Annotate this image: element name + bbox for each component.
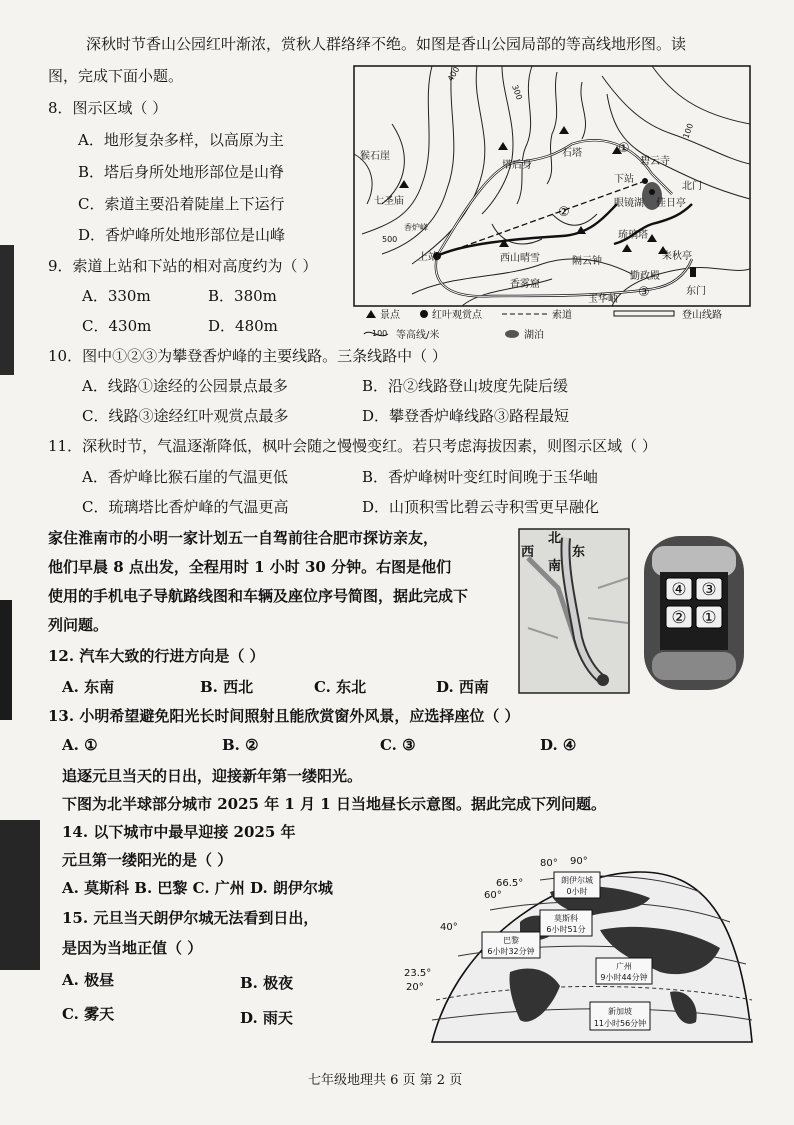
q8-option-a: A．地形复杂多样，以高原为主 — [78, 131, 284, 149]
scan-edge-left — [0, 245, 14, 375]
city-value-guangzhou: 9小时44分钟 — [600, 973, 648, 982]
city-name-singapore: 新加坡 — [608, 1007, 632, 1016]
contour-label-300: 300 — [510, 83, 524, 102]
label-yanjinghu: 眼镜湖 — [614, 198, 644, 209]
q15-option-c: C. 雾天 — [62, 1005, 115, 1023]
intro1-line2: 图，完成下面小题。 — [48, 67, 184, 85]
contour-label-100: 100 — [681, 122, 696, 140]
q11-option-b: B．香炉峰树叶变红时间晚于玉华岫 — [362, 468, 599, 486]
globe-daylength-diagram — [400, 852, 780, 1052]
lat-label-80: 80° — [540, 858, 558, 869]
q11-stem: 11．深秋时节，气温逐渐降低，枫叶会随之慢慢变红。若只考虑海拔因素，则图示区域（ ） — [48, 437, 657, 455]
q13-option-a: A. ① — [62, 736, 98, 754]
label-jiaririting: 佳日亭 — [656, 198, 686, 209]
q14-options: A. 莫斯科 B. 巴黎 C. 广州 D. 朗伊尔城 — [62, 879, 333, 897]
q10-option-b: B．沿②线路登山坡度先陡后缓 — [362, 377, 569, 395]
label-xiangwuku: 香雾窟 — [510, 279, 540, 290]
q12-option-b: B. 西北 — [200, 678, 254, 696]
q10-option-c: C．线路③途经红叶观赏点最多 — [82, 407, 289, 425]
lat-label-40: 40° — [440, 922, 458, 933]
city-name-longyearbyen: 朗伊尔城 — [561, 876, 593, 885]
label-gexunzhong: 隔云钟 — [572, 256, 602, 267]
label-liulita: 琉璃塔 — [618, 230, 648, 241]
city-name-guangzhou: 广州 — [616, 962, 632, 971]
scan-edge-left-3 — [0, 820, 40, 970]
label-xiazhan: 下站 — [614, 174, 634, 185]
legend-trail: 登山线路 — [682, 310, 722, 321]
legend-redleaf: 红叶观赏点 — [432, 310, 482, 321]
city-value-moscow: 6小时51分 — [546, 925, 586, 934]
q13-option-b: B. ② — [222, 736, 259, 754]
q12-stem: 12. 汽车大致的行进方向是（ ） — [48, 647, 265, 665]
intro3-line1: 追逐元旦当天的日出，迎接新年第一缕阳光。 — [62, 767, 363, 785]
intro2-line2: 他们早晨 8 点出发，全程用时 1 小时 30 分钟。右图是他们 — [48, 558, 452, 576]
q9-option-a: A．330m — [82, 287, 151, 305]
intro2-line1: 家住淮南市的小明一家计划五一自驾前往合肥市探访亲友， — [48, 529, 439, 547]
compass-south: 南 — [548, 559, 562, 574]
legend-spot: 景点 — [380, 310, 400, 321]
q8-option-b: B．塔后身所处地形部位是山脊 — [78, 163, 285, 181]
seat-1: ① — [701, 608, 717, 628]
q14-stem-line1: 14. 以下城市中最早迎接 2025 年 — [62, 823, 296, 841]
label-dongmen: 东门 — [686, 286, 706, 297]
q8-option-d: D．香炉峰所处地形部位是山峰 — [78, 226, 286, 244]
contour-map — [352, 64, 752, 374]
label-qinzhengdian: 勤政殿 — [630, 271, 660, 282]
q8-stem: 8．图示区域（ ） — [48, 99, 168, 117]
q13-option-d: D. ④ — [540, 736, 577, 754]
q10-option-d: D．攀登香炉峰线路③路程最短 — [362, 407, 570, 425]
compass-north: 北 — [548, 531, 562, 546]
intro2-line4: 列问题。 — [48, 616, 109, 634]
legend-cableway: 索道 — [552, 310, 572, 321]
label-beimen: 北门 — [682, 181, 702, 192]
intro2-line3: 使用的手机电子导航路线图和车辆及座位序号简图，据此完成下 — [48, 587, 469, 605]
q15-stem-line2: 是因为当地正值（ ） — [62, 939, 203, 957]
compass-west: 西 — [521, 545, 535, 560]
q10-stem: 10．图中①②③为攀登香炉峰的主要线路。三条线路中（ ） — [48, 347, 447, 365]
q15-option-d: D. 雨天 — [240, 1009, 293, 1027]
city-value-singapore: 11小时56分钟 — [593, 1019, 647, 1028]
compass-east: 东 — [572, 545, 586, 560]
lat-label-60: 60° — [484, 890, 502, 901]
label-qishier: 七圣庙 — [374, 196, 404, 207]
label-shangzhan: 上站 — [418, 252, 438, 263]
city-name-moscow: 莫斯科 — [554, 914, 578, 923]
q15-stem-line1: 15. 元旦当天朗伊尔城无法看到日出， — [62, 909, 319, 927]
legend-lake: 湖泊 — [524, 330, 544, 341]
city-name-paris: 巴黎 — [503, 936, 519, 945]
contour-label-500: 500 — [382, 235, 398, 244]
seat-3: ③ — [701, 580, 717, 600]
label-houshiya: 猴石崖 — [360, 151, 390, 162]
q12-option-c: C. 东北 — [314, 678, 367, 696]
scan-edge-left-2 — [0, 600, 12, 720]
car-seat-diagram — [640, 532, 750, 694]
route-label-2: ② — [558, 205, 570, 220]
seat-4: ④ — [671, 580, 687, 600]
label-biyunsi: 碧云寺 — [640, 156, 670, 167]
label-yuhuaxiu: 玉华岫 — [588, 294, 618, 305]
lat-label-20: 20° — [406, 982, 424, 993]
label-xishanqingxue: 西山晴雪 — [500, 253, 540, 264]
city-value-longyearbyen: 0小时 — [566, 887, 588, 896]
q12-option-d: D. 西南 — [436, 678, 489, 696]
label-laiqiuting: 来秋亭 — [662, 251, 692, 262]
q9-option-b: B．380m — [208, 287, 277, 305]
intro3-line2: 下图为北半球部分城市 2025 年 1 月 1 日当地昼长示意图。据此完成下列问题。 — [62, 795, 606, 813]
route-label-3: ③ — [638, 285, 650, 300]
label-shita: 石塔 — [562, 148, 582, 159]
q11-option-a: A．香炉峰比猴石崖的气温更低 — [82, 468, 288, 486]
q14-stem-line2: 元旦第一缕阳光的是（ ） — [62, 851, 233, 869]
lat-label-235: 23.5° — [404, 968, 432, 979]
contour-label-400: 400 — [445, 65, 462, 83]
q11-option-d: D．山顶积雪比碧云寺积雪更早融化 — [362, 498, 600, 516]
seat-2: ② — [671, 608, 687, 628]
q9-option-d: D．480m — [208, 317, 278, 335]
q9-option-c: C．430m — [82, 317, 152, 335]
q13-stem: 13. 小明希望避免阳光长时间照射且能欣赏窗外风景，应选择座位（ ） — [48, 707, 520, 725]
intro1-line1: 深秋时节香山公园红叶渐浓，赏秋人群络绎不绝。如图是香山公园局部的等高线地形图。读 — [86, 35, 687, 53]
navigation-map — [518, 528, 630, 694]
city-value-paris: 6小时32分钟 — [487, 947, 535, 956]
label-tahoushen: 塔后身 — [502, 160, 532, 171]
q15-option-a: A. 极昼 — [62, 971, 115, 989]
lat-label-90: 90° — [570, 856, 588, 867]
page-footer: 七年级地理共 6 页 第 2 页 — [308, 1073, 463, 1088]
q13-option-c: C. ③ — [380, 736, 416, 754]
legend-contour-sample: 100 — [372, 329, 388, 338]
label-xianglufeng: 香炉峰 — [404, 223, 428, 232]
q9-stem: 9．索道上站和下站的相对高度约为（ ） — [48, 257, 318, 275]
q11-option-c: C．琉璃塔比香炉峰的气温更高 — [82, 498, 289, 516]
legend-contour: 等高线/米 — [396, 330, 440, 341]
q8-option-c: C．索道主要沿着陡崖上下运行 — [78, 195, 285, 213]
lat-label-665: 66.5° — [496, 878, 524, 889]
q10-option-a: A．线路①途经的公园景点最多 — [82, 377, 288, 395]
route-label-1: ① — [618, 141, 630, 156]
q12-option-a: A. 东南 — [62, 678, 115, 696]
q15-option-b: B. 极夜 — [240, 974, 294, 992]
